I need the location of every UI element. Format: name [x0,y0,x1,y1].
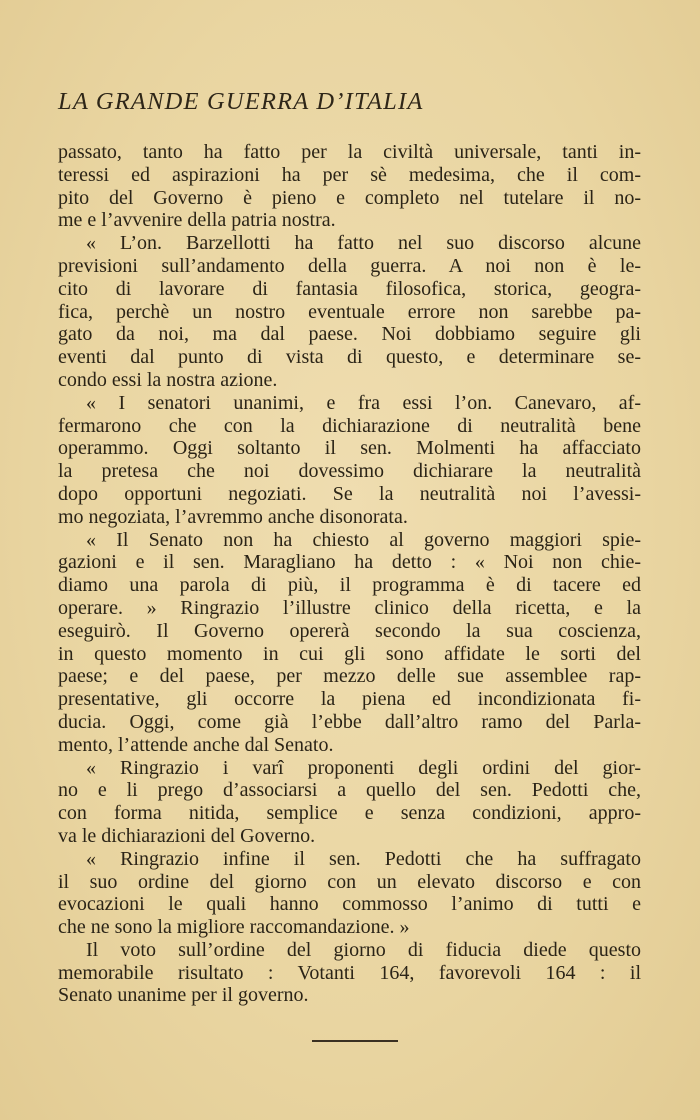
text-line: che ne sono la migliore raccomandazione. » [58,916,410,939]
text-line: mo negoziata, l’avremmo anche disonorata. [58,505,408,528]
text-line: me e l’avvenire della patria nostra. [58,209,336,232]
body-text [58,141,641,1007]
text-line: memorabile risultato : Votanti 164, favorevoli 164 : il [58,961,641,984]
text-line: previsioni sull’andamento della guerra. A noi non è le- [58,254,641,277]
text-line: fica, perchè un nostro eventuale errore non sarebbe pa- [58,300,641,323]
text-line: Senato unanime per il governo. [58,984,309,1007]
text-line: no e li prego d’associarsi a quello del sen. Pedotti che, [58,779,641,802]
text-line: eventi dal punto di vista di questo, e determinare se- [58,346,641,369]
end-rule-divider [312,1040,398,1042]
text-line: in questo momento in cui gli sono affidate le sorti del [58,642,641,665]
text-line: mento, l’attende anche dal Senato. [58,733,334,756]
text-line: eseguirò. Il Governo opererà secondo la sua coscienza, [58,619,641,642]
text-line: pito del Governo è pieno e completo nel tutelare il no- [58,186,641,209]
text-line: diamo una parola di più, il programma è di tacere ed [58,574,641,597]
text-line: il suo ordine del giorno con un elevato discorso e con [58,870,641,893]
text-line: con forma nitida, semplice e senza condizioni, appro- [58,802,641,825]
text-line: passato, tanto ha fatto per la civiltà universale, tanti in- [58,141,641,163]
text-line: la pretesa che noi dovessimo dichiarare la neutralità [58,460,641,483]
text-line: Il voto sull’ordine del giorno di fiducia diede questo [86,938,641,961]
text-line: condo essi la nostra azione. [58,368,278,391]
running-title: LA GRANDE GUERRA D’ITALIA [58,88,424,115]
text-line: gazioni e il sen. Maragliano ha detto : « Noi non chie- [58,551,641,574]
text-line: va le dichiarazioni del Governo. [58,824,316,847]
text-line: « Il Senato non ha chiesto al governo maggiori spie- [86,528,641,551]
text-line: operare. » Ringrazio l’illustre clinico della ricetta, e la [58,596,641,619]
text-line: operammo. Oggi soltanto il sen. Molmenti ha affacciato [58,437,641,460]
text-line: cito di lavorare di fantasia filosofica, storica, geogra- [58,277,641,300]
text-line: « I senatori unanimi, e fra essi l’on. Canevaro, af- [86,391,641,414]
text-line: presentative, gli occorre la piena ed incondizionata fi- [58,688,641,711]
text-line: fermarono che con la dichiarazione di neutralità bene [58,414,641,437]
text-line: « Ringrazio infine il sen. Pedotti che ha suffragato [86,847,641,870]
text-line: evocazioni le quali hanno commosso l’animo di tutti e [58,893,641,916]
text-line: teressi ed aspirazioni ha per sè medesima, che il com- [58,163,641,186]
text-line: « L’on. Barzellotti ha fatto nel suo discorso alcune [86,232,641,255]
text-line: « Ringrazio i varî proponenti degli ordini del gior- [86,756,641,779]
text-line: paese; e del paese, per mezzo delle sue assemblee rap- [58,665,641,688]
text-line: dopo opportuni negoziati. Se la neutralità noi l’avessi- [58,482,641,505]
text-line: ducia. Oggi, come già l’ebbe dall’altro ramo del Parla- [58,710,641,733]
text-line: gato da noi, ma dal paese. Noi dobbiamo seguire gli [58,323,641,346]
